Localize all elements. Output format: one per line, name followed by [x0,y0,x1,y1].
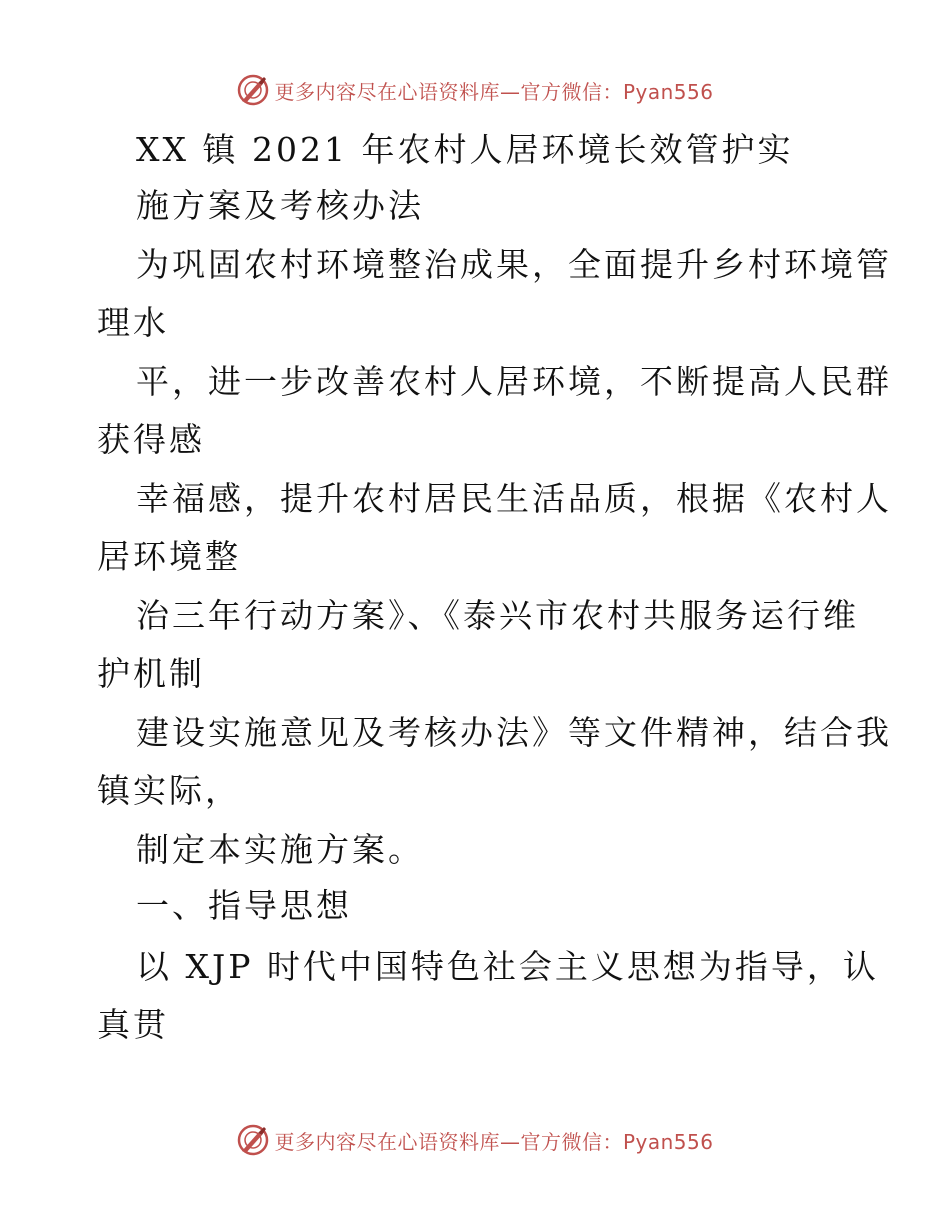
paragraph-line: 为巩固农村环境整治成果，全面提升乡村环境管 [136,245,892,284]
paragraph-line: 居环境整 [97,537,241,576]
document-title-line-2: 施方案及考核办法 [136,186,424,225]
paragraph-line: 镇实际， [97,771,241,810]
section-heading: 一、指导思想 [136,886,352,925]
paragraph-line: 建设实施意见及考核办法》等文件精神，结合我 [136,713,892,752]
paragraph-line: 治三年行动方案》、《泰兴市农村共服务运行维 [136,596,859,635]
watermark-text: 更多内容尽在心语资料库—官方微信：Pyan556 [274,79,714,104]
pen-seal-icon [236,73,270,107]
paragraph-line: 制定本实施方案。 [136,830,424,869]
paragraph-line: 平，进一步改善农村人居环境，不断提高人民群 [136,362,892,401]
footer-watermark [0,1120,950,1160]
watermark-text: 更多内容尽在心语资料库—官方微信：Pyan556 [274,1129,714,1154]
document-title-line-1: XX 镇 2021 年农村人居环境长效管护实 [136,130,794,169]
paragraph-line: 真贯 [97,1005,169,1044]
paragraph-line: 护机制 [97,654,205,693]
paragraph-line: 幸福感，提升农村居民生活品质，根据《农村人 [136,479,892,518]
header-watermark [0,70,950,110]
paragraph-line: 以 XJP 时代中国特色社会主义思想为指导，认 [136,947,879,986]
paragraph-line: 获得感 [97,420,205,459]
pen-seal-icon [236,1123,270,1157]
paragraph-line: 理水 [97,303,169,342]
